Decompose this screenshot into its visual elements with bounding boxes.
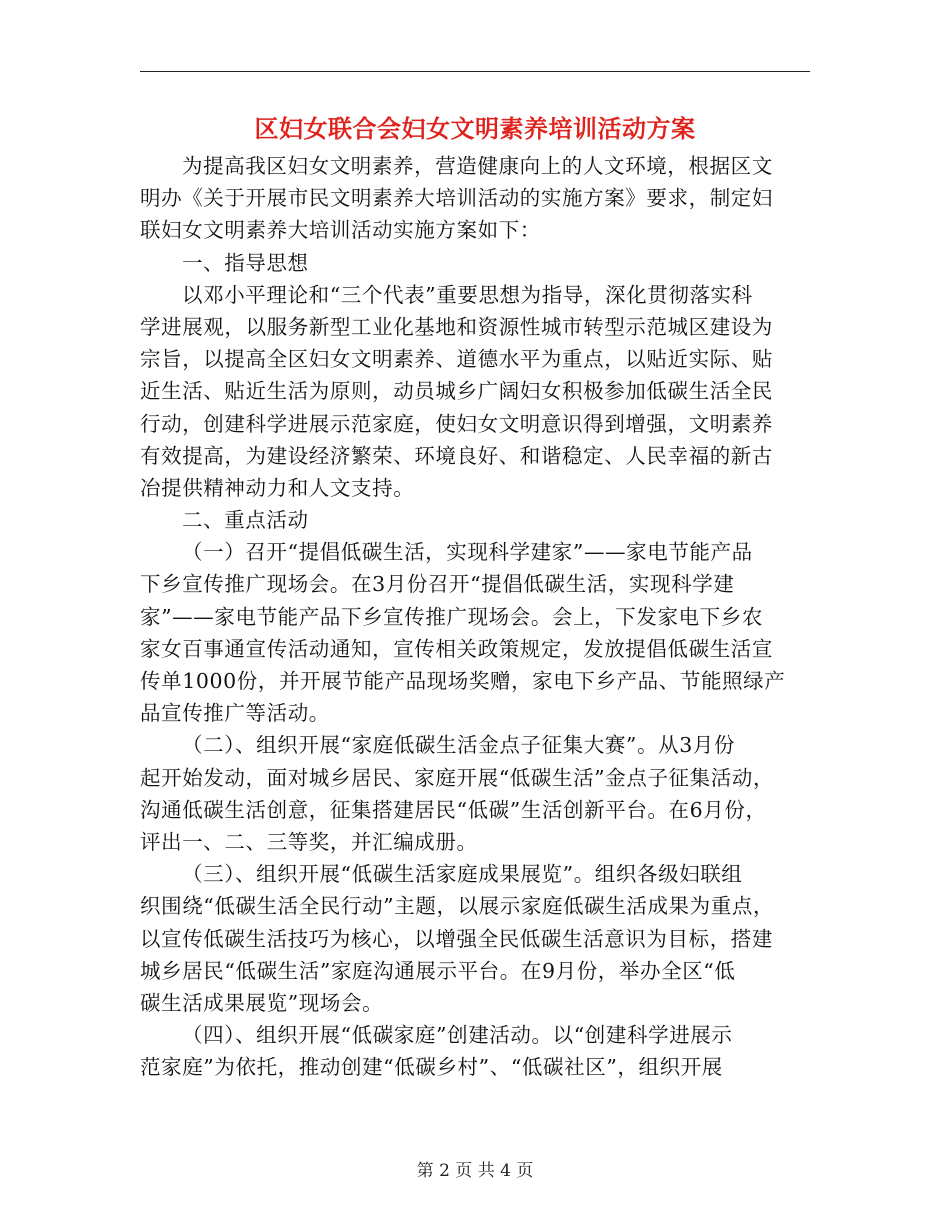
section-heading: 一、指导思想 bbox=[182, 250, 309, 275]
body-line: 织围绕“低碳生活全民行动”主题，以展示家庭低碳生活成果为重点， bbox=[140, 894, 775, 919]
body-line: 明办《关于开展市民文明素养大培训活动的实施方案》要求，制定妇 bbox=[140, 186, 773, 211]
body-line: 学进展观，以服务新型工业化基地和资源性城市转型示范城区建设为 bbox=[140, 314, 773, 339]
body-line: 为提高我区妇女文明素养，营造健康向上的人文环境，根据区文 bbox=[182, 154, 773, 178]
body-line: 家”——家电节能产品下乡宣传推广现场会。会上，下发家电下乡农 bbox=[140, 604, 763, 629]
body-line: 传单1000份，并开展节能产品现场奖赠，家电下乡产品、节能照绿产 bbox=[140, 669, 786, 693]
body-line: 联妇女文明素养大培训活动实施方案如下： bbox=[140, 218, 541, 243]
body-line: 以宣传低碳生活技巧为核心，以增强全民低碳生活意识为目标，搭建 bbox=[140, 926, 773, 951]
header-rule bbox=[140, 71, 810, 72]
body-line: 下乡宣传推广现场会。在3月份召开“提倡低碳生活，实现科学建 bbox=[140, 572, 735, 597]
body-line: 行动，创建科学进展示范家庭，使妇女文明意识得到增强，文明素养 bbox=[140, 411, 773, 436]
body-line: 起开始发动，面对城乡居民、家庭开展“低碳生活”金点子征集活动， bbox=[140, 765, 775, 790]
page-number-footer: 第 2 页 共 4 页 bbox=[416, 1161, 534, 1181]
body-line: （四）、组织开展“低碳家庭”创建活动。以“创建科学进展示 bbox=[182, 1023, 733, 1048]
body-line: （三）、组织开展“低碳生活家庭成果展览”。组织各级妇联组 bbox=[182, 862, 743, 887]
body-line: 评出一、二、三等奖，并汇编成册。 bbox=[140, 829, 478, 854]
body-line: 范家庭”为依托，推动创建“低碳乡村”、“低碳社区”，组织开展 bbox=[140, 1055, 723, 1080]
body-line: （一）召开“提倡低碳生活，实现科学建家”——家电节能产品 bbox=[182, 540, 753, 565]
body-line: 碳生活成果展览”现场会。 bbox=[140, 990, 384, 1015]
body-line: 家女百事通宣传活动通知，宣传相关政策规定，发放提倡低碳生活宣 bbox=[140, 636, 773, 661]
body-line: 冶提供精神动力和人文支持。 bbox=[140, 475, 415, 500]
body-line: （二）、组织开展“家庭低碳生活金点子征集大赛”。从3月份 bbox=[182, 733, 736, 758]
document-body bbox=[140, 150, 810, 1083]
body-line: 品宣传推广等活动。 bbox=[140, 701, 330, 726]
body-line: 城乡居民“低碳生活”家庭沟通展示平台。在9月份，举办全区“低 bbox=[140, 958, 736, 983]
document-title: 区妇女联合会妇女文明素养培训活动方案 bbox=[254, 114, 696, 143]
body-line: 以邓小平理论和“三个代表”重要思想为指导，深化贯彻落实科 bbox=[182, 282, 753, 307]
section-heading: 二、重点活动 bbox=[182, 508, 309, 533]
body-line: 有效提高，为建设经济繁荣、环境良好、和谐稳定、人民幸福的新古 bbox=[140, 443, 773, 468]
body-line: 近生活、贴近生活为原则，动员城乡广阔妇女积极参加低碳生活全民 bbox=[140, 379, 773, 404]
body-line: 沟通低碳生活创意，征集搭建居民“低碳”生活创新平台。在6月份， bbox=[140, 797, 767, 822]
body-line: 宗旨，以提高全区妇女文明素养、道德水平为重点，以贴近实际、贴 bbox=[140, 347, 773, 372]
